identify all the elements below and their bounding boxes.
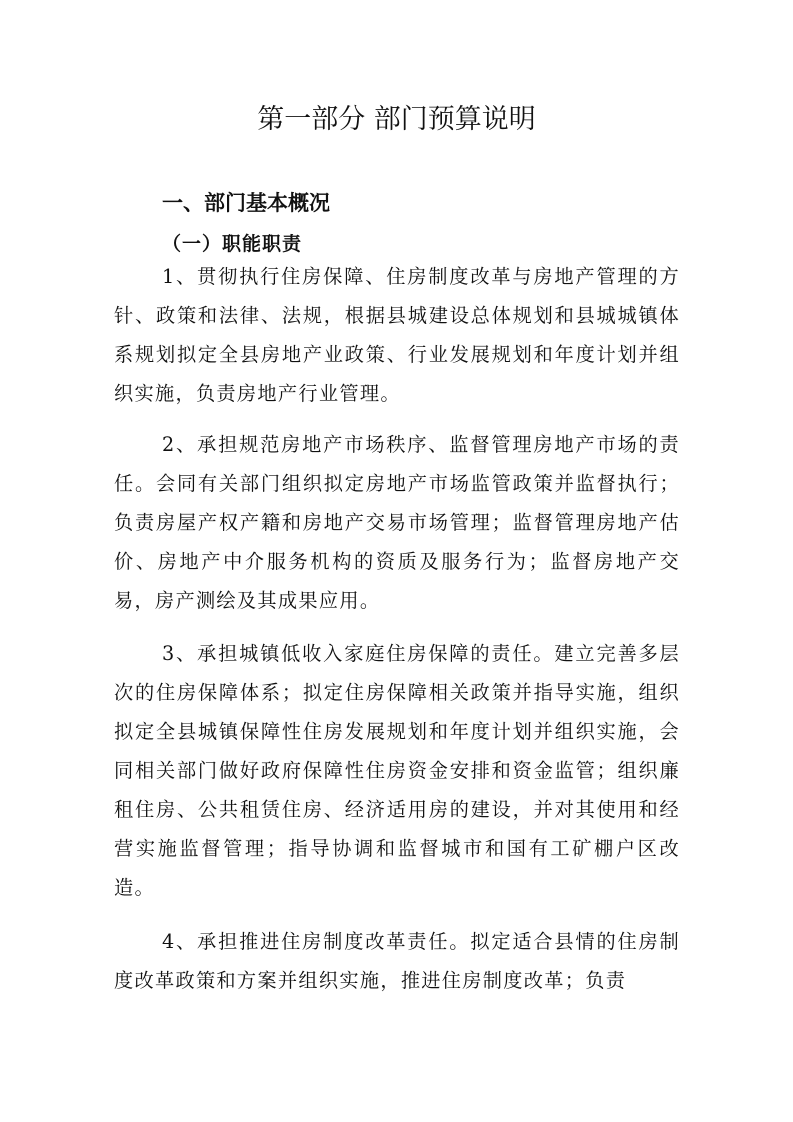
paragraph-1: 1、贯彻执行住房保障、住房制度改革与房地产管理的方针、政策和法律、法规，根据县城建设总体规划和县城城镇体系规划拟定全县房地产业政策、行业发展规划和年度计划并组织实施，负责房地产行业管理。: [114, 265, 680, 405]
paragraph-2: 2、承担规范房地产市场秩序、监督管理房地产市场的责任。会同有关部门组织拟定房地产市场监管政策并监督执行；负责房屋产权产籍和房地产交易市场管理；监督管理房地产估价、房地产中介服务机构的资质及服务行为；监督房地产交易，房产测绘及其成果应用。: [114, 433, 680, 612]
paragraph-3: 3、承担城镇低收入家庭住房保障的责任。建立完善多层次的住房保障体系；拟定住房保障相关政策并指导实施，组织拟定全县城镇保障性住房发展规划和年度计划并组织实施，会同相关部门做好政府保障性住房资金安排和资金监管；组织廉租住房、公共租赁住房、经济适用房的建设，并对其使用和经营实施监督管理；指导协调和监督城市和国有工矿棚户区改造。: [114, 642, 680, 899]
subsection-heading: （一）职能职责: [162, 233, 303, 255]
section-heading: 一、部门基本概况: [162, 191, 330, 215]
paragraph-4: 4、承担推进住房制度改革责任。拟定适合县情的住房制度改革政策和方案并组织实施，推进住房制度改革；负责: [114, 930, 680, 992]
page-title: 第一部分 部门预算说明: [257, 104, 536, 135]
